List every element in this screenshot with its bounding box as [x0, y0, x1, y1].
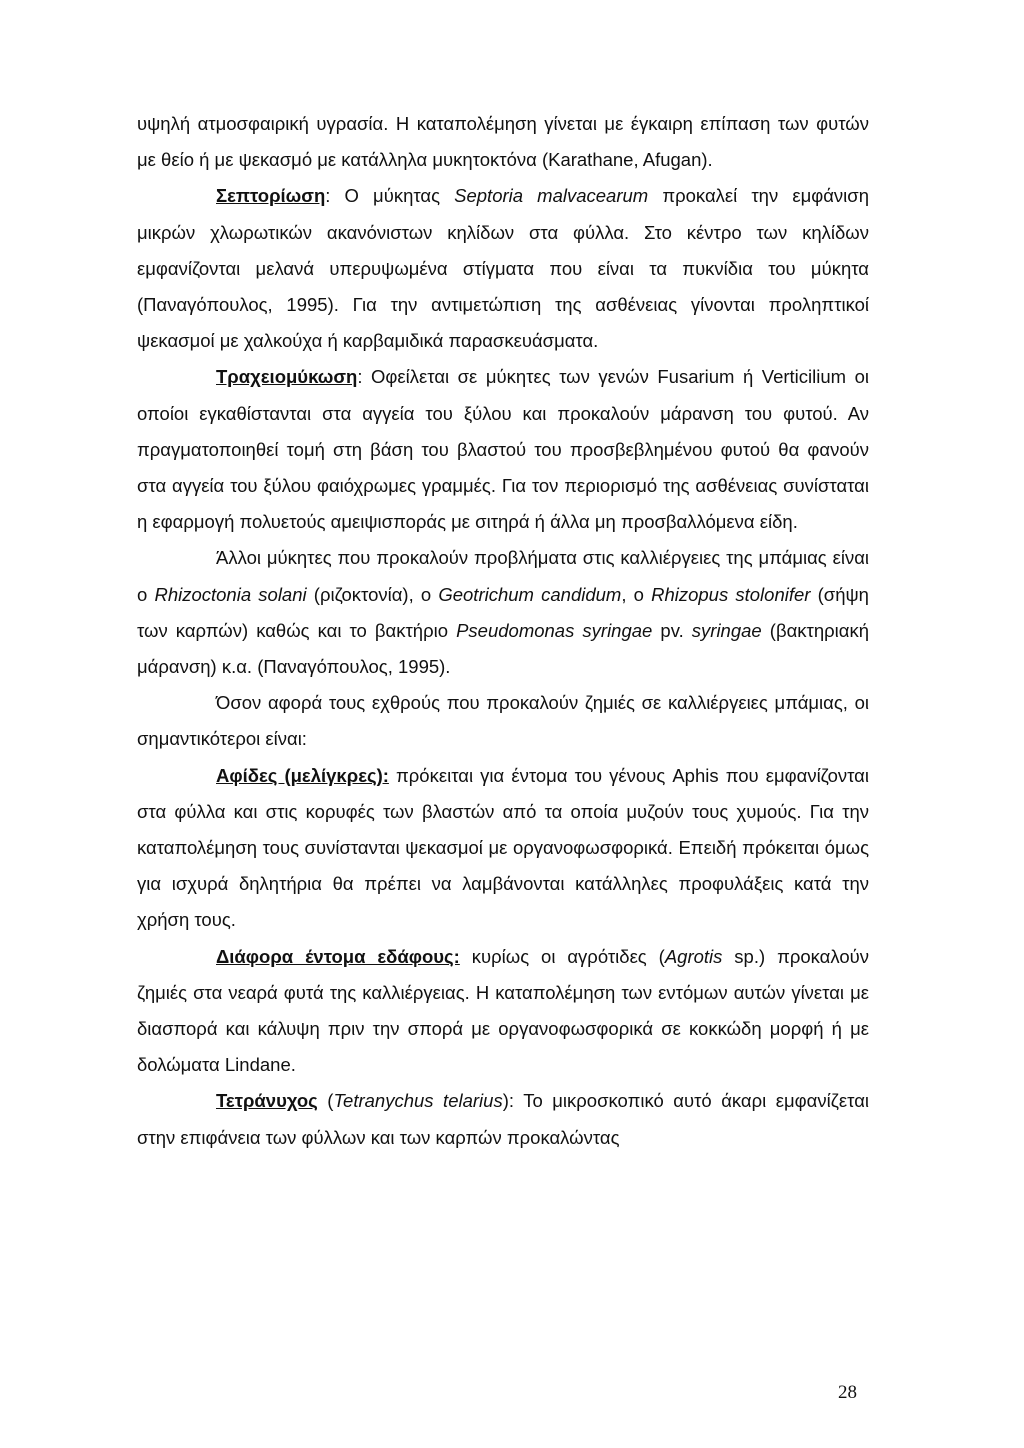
scientific-name: Tetranychus telarius	[333, 1090, 503, 1112]
paragraph-text: (βακτηριακή μάρανση) κ.α. (Παναγόπουλος, 1995).	[137, 619, 869, 678]
paragraph-text: πρόκειται για έντομα του γένους Aphis που εμφανίζονται στα φύλλα και στις κορυφές των βλαστών από τα οποία μυζούν τους χυμούς. Για την καταπολέμηση τους συνίστανται ψεκασμοί με οργανοφωσφορικά. Επειδή πρόκειται όμως για ισχυρά δηλητήρια θα πρέπει να λαμβάνονται κατάλληλες προφυλάξεις κατά την χρήση τους.	[137, 764, 869, 931]
paragraph	[137, 685, 869, 757]
section-heading: Τραχειομύκωση	[216, 366, 358, 388]
scientific-name: Rhizopus stolonifer	[651, 583, 811, 605]
paragraph	[137, 1083, 869, 1155]
paragraph	[137, 178, 869, 359]
scientific-name: Septoria malvacearum	[454, 185, 649, 207]
page-number: 28	[838, 1382, 857, 1403]
paragraph-text: (σήψη των καρπών) καθώς και το βακτήριο	[137, 583, 869, 641]
paragraph	[137, 359, 869, 540]
paragraph-text: υψηλή ατμοσφαιρική υγρασία. Η καταπολέμηση γίνεται με έγκαιρη επίπαση των φυτών με θείο ή με ψεκασμό με κατάλληλα μυκητοκτόνα (Karathane, Afugan).	[137, 113, 869, 171]
scientific-name: syringae	[691, 619, 762, 641]
section-heading: Αφίδες (μελίγκρες):	[216, 764, 389, 786]
scientific-name: Agrotis	[664, 945, 723, 967]
paragraph-text: sp.) προκαλούν ζημιές στα νεαρά φυτά της καλλιέργειας. Η καταπολέμηση των εντόμων αυτών γίνεται με διασπορά και κάλυψη πριν την σπορά με οργανοφωσφορικά σε κοκκώδη μορφή ή με δολώματα Lindane.	[137, 945, 869, 1076]
paragraph-text: Όσον αφορά τους εχθρούς που προκαλούν ζημιές σε καλλιέργειες μπάμιας, οι σημαντικότεροι είναι:	[137, 692, 869, 750]
paragraph	[137, 758, 869, 939]
section-heading: Σεπτορίωση	[216, 185, 326, 207]
section-heading: Διάφορα έντομα εδάφους:	[216, 945, 460, 967]
scientific-name: Geotrichum candidum	[438, 583, 622, 605]
paragraph	[137, 540, 869, 685]
paragraph	[137, 106, 869, 178]
paragraph-text: : Οφείλεται σε μύκητες των γενών Fusarium ή Verticilium οι οποίοι εγκαθίστανται στα αγγεία του ξύλου και προκαλούν μάρανση του φυτού. Αν πραγματοποιηθεί τομή στη βάση του βλαστού του προσβεβλημένου φυτού θα φανούν στα αγγεία του ξύλου φαιόχρωμες γραμμές. Για τον περιορισμό της ασθένειας συνίσταται η εφαρμογή πολυετούς αμειψισποράς με σιτηρά ή άλλα μη προσβαλλόμενα είδη.	[137, 366, 869, 533]
paragraph-text: προκαλεί την εμφάνιση μικρών χλωρωτικών ακανόνιστων κηλίδων στα φύλλα. Στο κέντρο των κηλίδων εμφανίζονται μελανά υπερυψωμένα στίγματα που είναι τα πυκνίδια του μύκητα (Παναγόπουλος, 1995). Για την αντιμετώπιση της ασθένειας γίνονται προληπτικοί ψεκασμοί με χαλκούχα ή καρβαμιδικά παρασκευάσματα.	[137, 185, 869, 352]
paragraph-text: κυρίως οι αγρότιδες (	[459, 945, 665, 967]
paragraph-text: Άλλοι μύκητες που προκαλούν προβλήματα στις καλλιέργειες της μπάμιας είναι ο	[137, 547, 869, 605]
page-body-text	[137, 106, 869, 1156]
section-heading: Τετράνυχος	[216, 1090, 318, 1112]
paragraph-text: pv.	[652, 619, 692, 641]
scientific-name: Rhizoctonia solani	[154, 583, 307, 605]
paragraph	[137, 939, 869, 1084]
paragraph-text: ): Το μικροσκοπικό αυτό άκαρι εμφανίζεται στην επιφάνεια των φύλλων και των καρπών προκαλώντας	[137, 1090, 869, 1148]
paragraph-text: (ριζοκτονία), ο	[306, 583, 439, 605]
scientific-name: Pseudomonas syringae	[456, 619, 653, 641]
paragraph-text: : Ο μύκητας	[325, 185, 455, 207]
paragraph-text: , ο	[621, 583, 652, 605]
paragraph-text: (	[317, 1090, 334, 1112]
